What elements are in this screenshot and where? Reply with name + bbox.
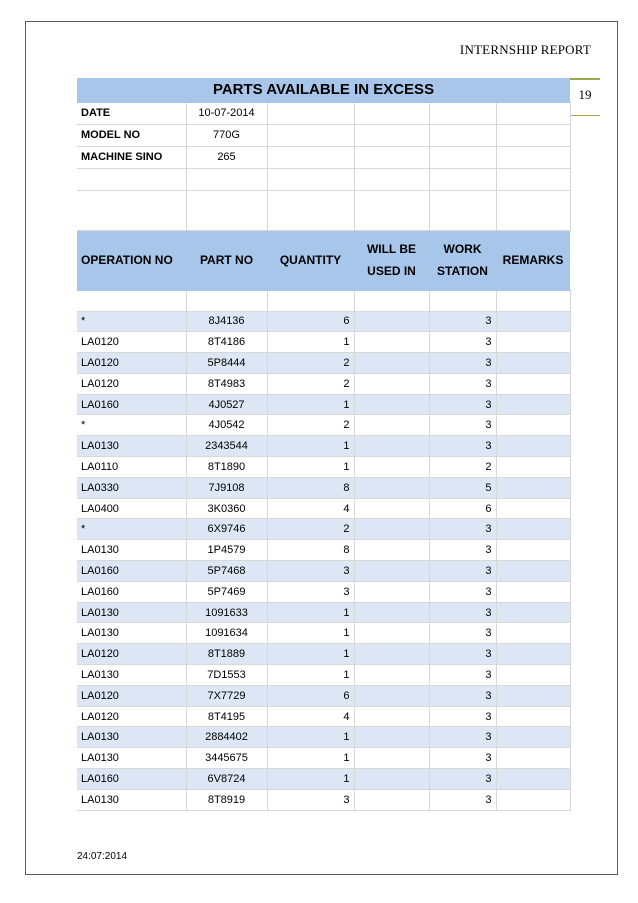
table-row (77, 581, 570, 602)
table-row (77, 748, 570, 769)
cell-operation-no: LA0330 (77, 477, 186, 498)
column-header: WILL BE USED IN (354, 230, 429, 290)
cell-remarks (496, 498, 570, 519)
table-row (77, 436, 570, 457)
cell-quantity: 1 (267, 602, 354, 623)
spreadsheet-table-image (77, 78, 570, 822)
cell-operation-no: * (77, 519, 186, 540)
column-header: QUANTITY (267, 230, 354, 290)
cell-part-no: 1P4579 (186, 540, 267, 561)
table-row (77, 311, 570, 332)
cell-part-no: 7J9108 (186, 477, 267, 498)
cell-will-be-used-in (354, 436, 429, 457)
cell-will-be-used-in (354, 332, 429, 353)
meta-label: MACHINE SINO (77, 146, 186, 168)
cell-will-be-used-in (354, 561, 429, 582)
cell-quantity: 1 (267, 644, 354, 665)
table-row (77, 561, 570, 582)
cell-operation-no: LA0160 (77, 769, 186, 790)
cell-quantity: 3 (267, 581, 354, 602)
cell-work-station: 3 (429, 332, 496, 353)
meta-value: 265 (186, 146, 267, 168)
cell-remarks (496, 540, 570, 561)
table-row (77, 394, 570, 415)
cell-remarks (496, 415, 570, 436)
cell-work-station: 3 (429, 394, 496, 415)
cell-quantity: 8 (267, 540, 354, 561)
cell-quantity: 2 (267, 415, 354, 436)
blank-row (77, 190, 570, 230)
cell-remarks (496, 789, 570, 810)
cell-work-station: 3 (429, 311, 496, 332)
blank-row (77, 168, 570, 190)
cell-remarks (496, 311, 570, 332)
cell-remarks (496, 519, 570, 540)
cell-remarks (496, 353, 570, 374)
cell-remarks (496, 602, 570, 623)
cell-quantity: 1 (267, 727, 354, 748)
meta-row-machine (77, 146, 570, 168)
cell-work-station: 3 (429, 602, 496, 623)
cell-will-be-used-in (354, 727, 429, 748)
cell-will-be-used-in (354, 415, 429, 436)
cell-operation-no: LA0130 (77, 748, 186, 769)
cell-remarks (496, 685, 570, 706)
cell-quantity: 4 (267, 498, 354, 519)
report-header-title: INTERNSHIP REPORT (459, 42, 591, 57)
cell-remarks (496, 477, 570, 498)
cell-operation-no: LA0130 (77, 727, 186, 748)
cell-will-be-used-in (354, 789, 429, 810)
cell-will-be-used-in (354, 748, 429, 769)
cell-part-no: 4J0527 (186, 394, 267, 415)
cell-quantity: 1 (267, 332, 354, 353)
cell-quantity: 6 (267, 685, 354, 706)
cell-operation-no: LA0130 (77, 602, 186, 623)
cell-operation-no: LA0160 (77, 561, 186, 582)
cell-operation-no: LA0160 (77, 394, 186, 415)
cell-will-be-used-in (354, 665, 429, 686)
cell-will-be-used-in (354, 644, 429, 665)
cell-remarks (496, 394, 570, 415)
cell-quantity: 2 (267, 519, 354, 540)
cell-operation-no: * (77, 415, 186, 436)
cell-remarks (496, 436, 570, 457)
cell-will-be-used-in (354, 623, 429, 644)
cell-operation-no: LA0160 (77, 581, 186, 602)
cell-operation-no: LA0120 (77, 373, 186, 394)
table-row (77, 519, 570, 540)
cell-part-no: 7X7729 (186, 685, 267, 706)
cell-operation-no: LA0130 (77, 665, 186, 686)
cell-part-no: 3445675 (186, 748, 267, 769)
cell-remarks (496, 373, 570, 394)
cell-work-station: 3 (429, 644, 496, 665)
cell-remarks (496, 623, 570, 644)
cell-part-no: 3K0360 (186, 498, 267, 519)
cell-quantity: 1 (267, 769, 354, 790)
sheet-title: PARTS AVAILABLE IN EXCESS (77, 78, 570, 102)
cell-operation-no: LA0130 (77, 436, 186, 457)
cell-quantity: 1 (267, 457, 354, 478)
cell-quantity: 3 (267, 561, 354, 582)
cell-quantity: 1 (267, 394, 354, 415)
column-header: WORK STATION (429, 230, 496, 290)
cell-work-station: 3 (429, 685, 496, 706)
footer-date: 24:07:2014 (77, 851, 128, 862)
cell-work-station: 3 (429, 373, 496, 394)
cell-quantity: 2 (267, 373, 354, 394)
cell-remarks (496, 561, 570, 582)
cell-work-station: 3 (429, 519, 496, 540)
cell-quantity: 2 (267, 353, 354, 374)
cell-quantity: 1 (267, 665, 354, 686)
cell-remarks (496, 644, 570, 665)
table-row (77, 685, 570, 706)
cell-remarks (496, 665, 570, 686)
cell-part-no: 8T1889 (186, 644, 267, 665)
cell-part-no: 7D1553 (186, 665, 267, 686)
cell-work-station: 3 (429, 665, 496, 686)
cell-part-no: 4J0542 (186, 415, 267, 436)
cell-quantity: 6 (267, 311, 354, 332)
meta-row-model (77, 124, 570, 146)
cell-part-no: 8T4186 (186, 332, 267, 353)
cell-operation-no: * (77, 311, 186, 332)
meta-value: 770G (186, 124, 267, 146)
table-row (77, 727, 570, 748)
cell-remarks (496, 727, 570, 748)
cell-operation-no: LA0130 (77, 540, 186, 561)
table-row (77, 498, 570, 519)
cell-work-station: 2 (429, 457, 496, 478)
meta-label: DATE (77, 102, 186, 124)
cell-work-station: 3 (429, 789, 496, 810)
cell-work-station: 3 (429, 353, 496, 374)
cell-part-no: 6X9746 (186, 519, 267, 540)
cell-will-be-used-in (354, 519, 429, 540)
page-number: 19 (570, 78, 600, 116)
meta-row-date (77, 102, 570, 124)
table-row (77, 769, 570, 790)
cell-remarks (496, 457, 570, 478)
cell-operation-no: LA0130 (77, 623, 186, 644)
cell-will-be-used-in (354, 477, 429, 498)
cell-part-no: 8T4195 (186, 706, 267, 727)
cell-remarks (496, 769, 570, 790)
cell-part-no: 5P8444 (186, 353, 267, 374)
table-row (77, 644, 570, 665)
cell-work-station: 5 (429, 477, 496, 498)
table-row (77, 477, 570, 498)
cell-part-no: 1091634 (186, 623, 267, 644)
cell-part-no: 2884402 (186, 727, 267, 748)
cell-work-station: 3 (429, 436, 496, 457)
table-row (77, 540, 570, 561)
cell-quantity: 4 (267, 706, 354, 727)
cell-part-no: 2343544 (186, 436, 267, 457)
column-header: REMARKS (496, 230, 570, 290)
cell-work-station: 3 (429, 561, 496, 582)
column-header: OPERATION NO (77, 230, 186, 290)
cell-part-no: 1091633 (186, 602, 267, 623)
cell-will-be-used-in (354, 498, 429, 519)
table-row (77, 457, 570, 478)
cell-work-station: 6 (429, 498, 496, 519)
cell-work-station: 3 (429, 581, 496, 602)
cell-operation-no: LA0120 (77, 644, 186, 665)
cell-part-no: 6V8724 (186, 769, 267, 790)
cell-part-no: 5P7468 (186, 561, 267, 582)
parts-table (77, 78, 571, 811)
cell-part-no: 8J4136 (186, 311, 267, 332)
cell-operation-no: LA0120 (77, 332, 186, 353)
cell-will-be-used-in (354, 373, 429, 394)
cell-remarks (496, 706, 570, 727)
cell-operation-no: LA0400 (77, 498, 186, 519)
cell-will-be-used-in (354, 457, 429, 478)
cell-quantity: 1 (267, 748, 354, 769)
table-row (77, 373, 570, 394)
cell-operation-no: LA0130 (77, 789, 186, 810)
blank-row (77, 290, 570, 311)
cell-operation-no: LA0120 (77, 706, 186, 727)
table-row (77, 623, 570, 644)
cell-will-be-used-in (354, 769, 429, 790)
cell-quantity: 8 (267, 477, 354, 498)
cell-operation-no: LA0110 (77, 457, 186, 478)
cell-work-station: 3 (429, 415, 496, 436)
cell-remarks (496, 581, 570, 602)
cell-quantity: 1 (267, 436, 354, 457)
cell-will-be-used-in (354, 706, 429, 727)
cell-work-station: 3 (429, 706, 496, 727)
table-row (77, 665, 570, 686)
column-header-row (77, 230, 570, 290)
cell-remarks (496, 332, 570, 353)
table-row (77, 602, 570, 623)
cell-work-station: 3 (429, 540, 496, 561)
table-row (77, 332, 570, 353)
cell-will-be-used-in (354, 685, 429, 706)
cell-part-no: 5P7469 (186, 581, 267, 602)
cell-will-be-used-in (354, 394, 429, 415)
cell-operation-no: LA0120 (77, 685, 186, 706)
title-row (77, 78, 570, 102)
table-row (77, 789, 570, 810)
cell-part-no: 8T1890 (186, 457, 267, 478)
meta-label: MODEL NO (77, 124, 186, 146)
cell-quantity: 1 (267, 623, 354, 644)
cell-will-be-used-in (354, 602, 429, 623)
table-row (77, 415, 570, 436)
meta-value: 10-07-2014 (186, 102, 267, 124)
cell-will-be-used-in (354, 581, 429, 602)
cell-will-be-used-in (354, 311, 429, 332)
cell-operation-no: LA0120 (77, 353, 186, 374)
cell-work-station: 3 (429, 623, 496, 644)
cell-work-station: 3 (429, 769, 496, 790)
column-header: PART NO (186, 230, 267, 290)
cell-remarks (496, 748, 570, 769)
cell-part-no: 8T8919 (186, 789, 267, 810)
table-row (77, 353, 570, 374)
cell-part-no: 8T4983 (186, 373, 267, 394)
table-row (77, 706, 570, 727)
cell-will-be-used-in (354, 540, 429, 561)
cell-work-station: 3 (429, 727, 496, 748)
cell-will-be-used-in (354, 353, 429, 374)
cell-quantity: 3 (267, 789, 354, 810)
cell-work-station: 3 (429, 748, 496, 769)
